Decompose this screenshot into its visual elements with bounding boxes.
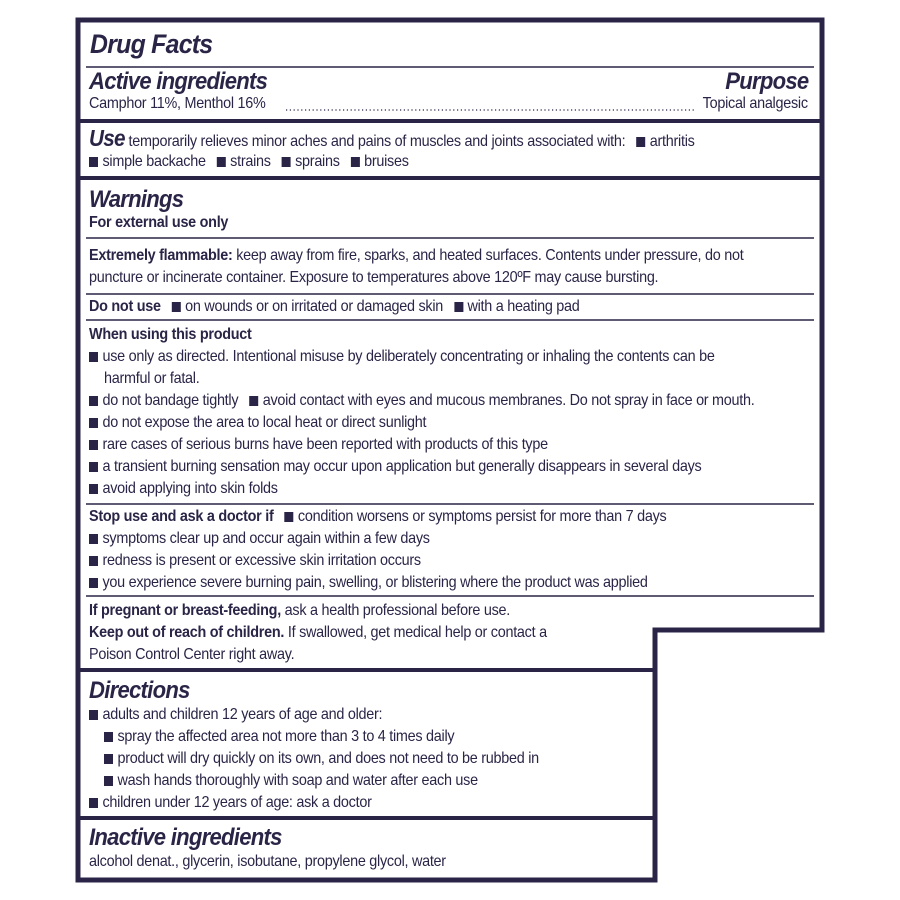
- bullet-icon: [282, 157, 291, 167]
- directions-item: [89, 707, 382, 723]
- bullet-icon: [89, 710, 98, 720]
- stop-use-line: [89, 509, 666, 525]
- use-heading: Use: [89, 125, 125, 151]
- bullet-icon: [89, 157, 98, 167]
- use-intro: temporarily relieves minor aches and pains of muscles and joints associated with:: [128, 133, 626, 150]
- keep-out-text: If swallowed, get medical help or contact a: [287, 624, 547, 641]
- directions-text: children under 12 years of age: ask a doctor: [102, 794, 372, 811]
- bullet-icon: [89, 396, 98, 406]
- use-line-1: [89, 127, 695, 150]
- when-using-text: do not bandage tightly: [102, 392, 239, 409]
- when-using-item: [89, 437, 548, 453]
- drug-facts-title: Drug Facts: [90, 29, 213, 59]
- purpose-heading: Purpose: [724, 68, 808, 95]
- use-item: bruises: [364, 153, 409, 170]
- directions-text: spray the affected area not more than 3 to 4 times daily: [117, 728, 455, 745]
- directions-item: [89, 795, 372, 811]
- stop-use-item: [89, 553, 421, 569]
- bullet-icon: [89, 534, 98, 544]
- when-using-label: When using this product: [89, 326, 252, 343]
- use-item: arthritis: [649, 133, 695, 150]
- bullet-icon: [89, 440, 98, 450]
- warnings-heading: Warnings: [89, 186, 184, 213]
- bullet-icon: [104, 732, 113, 742]
- bullet-icon: [104, 776, 113, 786]
- do-not-use-label: Do not use: [89, 298, 161, 315]
- bullet-icon: [104, 754, 113, 764]
- bullet-icon: [454, 302, 463, 312]
- stop-use-text: redness is present or excessive skin irritation occurs: [102, 552, 421, 569]
- purpose-text: Topical analgesic: [702, 95, 808, 112]
- when-using-text: avoid contact with eyes and mucous membranes. Do not spray in face or mouth.: [262, 392, 755, 409]
- directions-text: product will dry quickly on its own, and does not need to be rubbed in: [117, 750, 539, 767]
- flammable-line-1: [89, 248, 743, 264]
- bullet-icon: [249, 396, 258, 406]
- stop-use-item: condition worsens or symptoms persist for more than 7 days: [297, 508, 667, 525]
- keep-out-label: Keep out of reach of children.: [89, 624, 285, 641]
- pregnant-text: ask a health professional before use.: [284, 602, 511, 619]
- bullet-icon: [89, 352, 98, 362]
- keep-out-line: [89, 625, 547, 641]
- when-using-text: use only as directed. Intentional misuse by deliberately concentrating or inhaling the contents can be: [102, 348, 715, 365]
- when-using-text-cont: harmful or fatal.: [104, 370, 200, 387]
- when-using-item: [89, 415, 426, 431]
- use-item: strains: [230, 153, 271, 170]
- bullet-icon: [89, 556, 98, 566]
- bullet-icon: [351, 157, 360, 167]
- stop-use-item: [89, 575, 648, 591]
- use-line-2: [89, 154, 409, 170]
- use-item: sprains: [295, 153, 340, 170]
- bullet-icon: [89, 798, 98, 808]
- active-ingredients-text: Camphor 11%, Menthol 16%: [89, 95, 266, 112]
- stop-use-text: symptoms clear up and occur again within a few days: [102, 530, 430, 547]
- when-using-text: do not expose the area to local heat or direct sunlight: [102, 414, 427, 431]
- when-using-text: avoid applying into skin folds: [102, 480, 278, 497]
- when-using-text: rare cases of serious burns have been reported with products of this type: [102, 436, 548, 453]
- flammable-text-1: keep away from fire, sparks, and heated surfaces. Contents under pressure, do not: [236, 247, 744, 264]
- do-not-use-item: with a heating pad: [467, 298, 580, 315]
- flammable-label: Extremely flammable:: [89, 247, 233, 264]
- do-not-use-line: [89, 299, 580, 315]
- directions-text: adults and children 12 years of age and older:: [102, 706, 383, 723]
- bullet-icon: [636, 137, 645, 147]
- bullet-icon: [89, 578, 98, 588]
- inactive-ingredients-text: alcohol denat., glycerin, isobutane, propylene glycol, water: [89, 853, 446, 870]
- directions-sub-item: [104, 729, 454, 745]
- external-use-only: For external use only: [89, 214, 229, 231]
- use-item: simple backache: [102, 153, 206, 170]
- flammable-text-2: puncture or incinerate container. Exposure to temperatures above 120ºF may cause bursting.: [89, 269, 659, 286]
- stop-use-label: Stop use and ask a doctor if: [89, 508, 274, 525]
- when-using-item: [89, 481, 278, 497]
- when-using-item: [89, 459, 701, 475]
- inactive-ingredients-heading: Inactive ingredients: [89, 824, 282, 851]
- bullet-icon: [284, 512, 293, 522]
- active-ingredients-heading: Active ingredients: [89, 68, 268, 95]
- directions-sub-item: [104, 751, 539, 767]
- bullet-icon: [89, 462, 98, 472]
- do-not-use-item: on wounds or on irritated or damaged skin: [185, 298, 444, 315]
- directions-sub-item: [104, 773, 478, 789]
- stop-use-text: you experience severe burning pain, swelling, or blistering where the product was applied: [102, 574, 648, 591]
- bullet-icon: [217, 157, 226, 167]
- directions-text: wash hands thoroughly with soap and water after each use: [117, 772, 478, 789]
- stop-use-item: [89, 531, 430, 547]
- bullet-icon: [172, 302, 181, 312]
- bullet-icon: [89, 484, 98, 494]
- pregnant-line: [89, 603, 510, 619]
- when-using-text: a transient burning sensation may occur upon application but generally disappears in several days: [102, 458, 702, 475]
- pregnant-label: If pregnant or breast-feeding,: [89, 602, 281, 619]
- when-using-item: [89, 349, 715, 365]
- when-using-item: [89, 393, 754, 409]
- keep-out-text-cont: Poison Control Center right away.: [89, 646, 295, 663]
- directions-heading: Directions: [89, 677, 190, 704]
- bullet-icon: [89, 418, 98, 428]
